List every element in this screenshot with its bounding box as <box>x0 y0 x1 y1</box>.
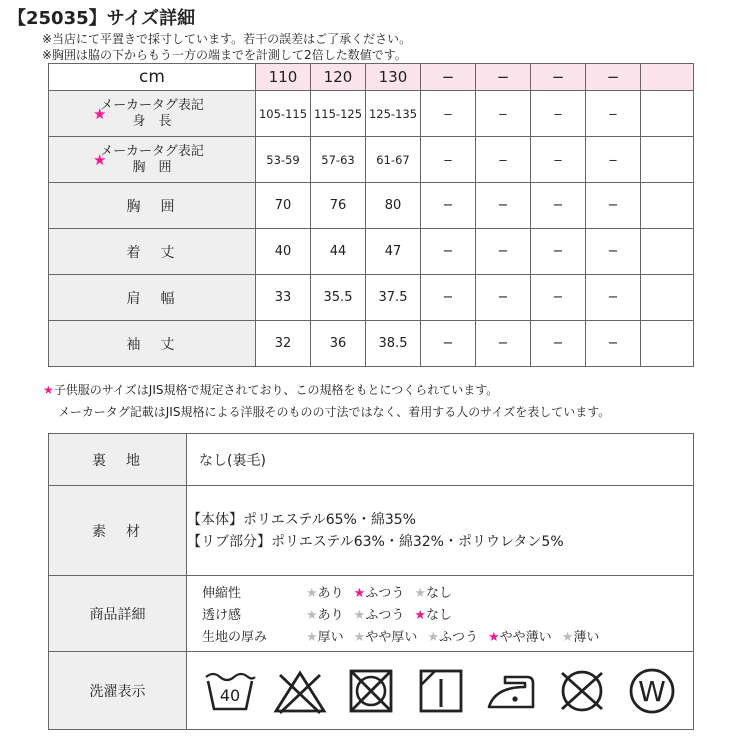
star-icon: ★ <box>93 104 107 123</box>
size-header: 130 <box>366 64 421 91</box>
note-measuring: ※当店にて平置きで採寸しています。若干の誤差はご了承ください。 <box>42 32 412 46</box>
spec-option <box>354 626 418 645</box>
cell: − <box>586 275 641 321</box>
spec-name: 透け感 <box>202 608 242 623</box>
cell-spare <box>641 321 694 367</box>
product-detail-specs <box>187 576 694 652</box>
spec-option <box>354 582 405 601</box>
cell: 37.5 <box>366 275 421 321</box>
cell: − <box>421 183 476 229</box>
cell-spare <box>641 275 694 321</box>
table-row <box>49 183 694 229</box>
cell: − <box>531 321 586 367</box>
spec-name: 伸縮性 <box>202 586 242 601</box>
product-detail-row <box>49 576 694 652</box>
star-icon: ★ <box>561 630 574 645</box>
spec-option <box>562 626 600 645</box>
spec-option <box>306 582 344 601</box>
spec-name: 生地の厚み <box>202 630 268 645</box>
size-header-row <box>49 64 694 91</box>
cell: 35.5 <box>311 275 366 321</box>
spec-option-label: やや厚い <box>365 630 418 645</box>
cell: 61-67 <box>366 137 421 183</box>
footnote-tag: メーカータグ記載はJIS規格による洋服そのものの寸法ではなく、着用する人のサイズを表しています。 <box>58 405 611 419</box>
star-icon: ★ <box>93 150 107 169</box>
cell: − <box>476 321 531 367</box>
table-row <box>49 275 694 321</box>
size-header: 110 <box>256 64 311 91</box>
size-header: − <box>531 64 586 91</box>
cell: 57-63 <box>311 137 366 183</box>
spec-row <box>202 603 693 625</box>
cell-spare <box>641 229 694 275</box>
star-icon: ★ <box>488 630 500 645</box>
cell: − <box>476 91 531 137</box>
cell: − <box>586 91 641 137</box>
cell: 115-125 <box>311 91 366 137</box>
table-row <box>49 229 694 275</box>
spec-option <box>414 604 452 623</box>
cell: − <box>586 137 641 183</box>
cell: − <box>421 275 476 321</box>
cell: 33 <box>256 275 311 321</box>
footnote-line1: 子供服のサイズはJIS規格で規定されており、この規格をもとにつくられています。 <box>53 383 499 397</box>
cell: 76 <box>311 183 366 229</box>
size-header: − <box>586 64 641 91</box>
cell: 105-115 <box>256 91 311 137</box>
cell: 38.5 <box>366 321 421 367</box>
lining-row <box>49 434 694 486</box>
row-label <box>49 91 256 137</box>
size-header: − <box>421 64 476 91</box>
row-label <box>49 137 256 183</box>
care-row <box>49 652 694 730</box>
cell-spare <box>641 183 694 229</box>
footnote-jis <box>43 381 498 398</box>
spec-option <box>414 582 452 601</box>
row-label: 肩 幅 <box>49 275 256 321</box>
cell: − <box>421 321 476 367</box>
wash-40-icon <box>200 661 260 721</box>
star-icon: ★ <box>427 630 439 645</box>
cell-spare <box>641 91 694 137</box>
cell: − <box>586 321 641 367</box>
cell: − <box>421 137 476 183</box>
spec-option <box>488 626 552 645</box>
spec-row <box>202 625 693 647</box>
size-header: − <box>476 64 531 91</box>
star-icon: ★ <box>353 608 366 623</box>
care-label: 洗濯表示 <box>49 652 187 730</box>
no-bleach-icon <box>270 661 330 721</box>
lining-label: 裏 地 <box>49 434 187 486</box>
detail-table <box>48 433 694 730</box>
spec-option-label: あり <box>317 586 344 601</box>
cell: − <box>476 275 531 321</box>
material-line: 【リブ部分】ポリエステル63%・綿32%・ポリウレタン5% <box>187 533 564 550</box>
page-title: 【25035】サイズ詳細 <box>8 8 196 29</box>
spec-option-label: なし <box>426 608 453 623</box>
cell: − <box>531 91 586 137</box>
cell: 47 <box>366 229 421 275</box>
row-label: 着 丈 <box>49 229 256 275</box>
material-line: 【本体】ポリエステル65%・綿35% <box>187 511 416 528</box>
size-header-spare <box>641 64 694 91</box>
product-detail-label: 商品詳細 <box>49 576 187 652</box>
line-dry-icon <box>411 661 471 721</box>
spec-option-label: ふつう <box>365 608 405 623</box>
material-row <box>49 486 694 576</box>
note-chest: ※胸囲は脇の下からもう一方の端までを計測して2倍した数値です。 <box>42 48 407 62</box>
material-value <box>187 486 694 576</box>
cell: − <box>476 137 531 183</box>
row-label-line2: 身 長 <box>132 113 172 129</box>
cell: − <box>586 229 641 275</box>
wash-temp-text: 40 <box>219 685 241 705</box>
wet-clean-icon <box>622 661 682 721</box>
spec-option-label: 厚い <box>317 630 344 645</box>
star-icon: ★ <box>43 383 54 397</box>
row-label: 胸 囲 <box>49 183 256 229</box>
star-icon: ★ <box>414 586 426 601</box>
cell: 32 <box>256 321 311 367</box>
spec-option <box>354 604 405 623</box>
spec-option-label: やや薄い <box>499 630 552 645</box>
lining-value: なし(裏毛) <box>187 434 694 486</box>
cell: 40 <box>256 229 311 275</box>
row-label-line2: 胸 囲 <box>132 159 172 175</box>
cell: − <box>421 91 476 137</box>
spec-option-label: 薄い <box>573 630 600 645</box>
spec-option <box>427 626 478 645</box>
cell-spare <box>641 137 694 183</box>
row-label-line1: メーカータグ表記 <box>100 97 204 113</box>
spec-option-label: ふつう <box>365 586 405 601</box>
cell: − <box>531 183 586 229</box>
care-icons <box>187 652 694 730</box>
cell: 53-59 <box>256 137 311 183</box>
unit-label: cm <box>49 64 256 91</box>
iron-low-icon <box>481 661 541 721</box>
spec-option <box>306 626 344 645</box>
cell: 80 <box>366 183 421 229</box>
star-icon: ★ <box>353 586 366 601</box>
spec-option-label: あり <box>317 608 344 623</box>
star-icon: ★ <box>353 630 366 645</box>
table-row <box>49 321 694 367</box>
spec-option-label: なし <box>426 586 453 601</box>
wet-clean-text: W <box>637 674 666 708</box>
cell: − <box>421 229 476 275</box>
cell: 125-135 <box>366 91 421 137</box>
table-row <box>49 91 694 137</box>
spec-option-label: ふつう <box>439 630 479 645</box>
cell: − <box>476 183 531 229</box>
star-icon: ★ <box>414 608 426 623</box>
no-tumble-dry-icon <box>341 661 401 721</box>
size-table <box>48 63 694 367</box>
cell: 70 <box>256 183 311 229</box>
cell: 44 <box>311 229 366 275</box>
cell: − <box>531 229 586 275</box>
cell: 36 <box>311 321 366 367</box>
cell: − <box>531 137 586 183</box>
row-label: 袖 丈 <box>49 321 256 367</box>
material-label: 素 材 <box>49 486 187 576</box>
spec-row <box>202 581 693 603</box>
star-icon: ★ <box>306 586 318 601</box>
no-dry-clean-icon <box>552 661 612 721</box>
table-row <box>49 137 694 183</box>
cell: − <box>586 183 641 229</box>
row-label-line1: メーカータグ表記 <box>100 143 204 159</box>
star-icon: ★ <box>306 630 318 645</box>
cell: − <box>476 229 531 275</box>
spec-option <box>306 604 344 623</box>
star-icon: ★ <box>306 608 318 623</box>
cell: − <box>531 275 586 321</box>
size-header: 120 <box>311 64 366 91</box>
